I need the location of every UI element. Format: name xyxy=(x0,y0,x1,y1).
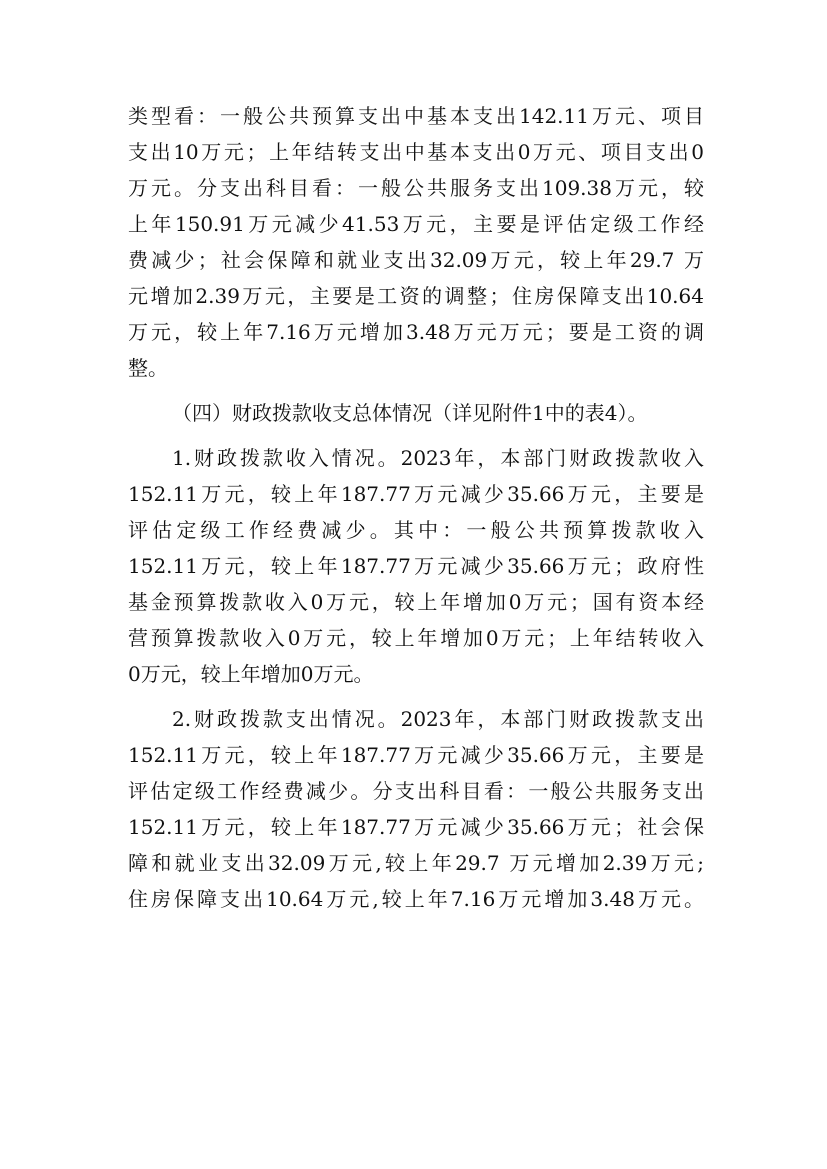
text-line: 152.11万元，较上年187.77万元减少35.66万元；政府性 xyxy=(128,554,704,578)
paragraph-expenditure-types xyxy=(128,98,704,386)
text-line: 整。 xyxy=(128,356,168,380)
text-line: 费减少；社会保障和就业支出32.09万元，较上年29.7 万 xyxy=(128,248,704,272)
text-line: 上年150.91万元减少41.53万元，主要是评估定级工作经 xyxy=(128,212,704,236)
section-heading-4 xyxy=(128,395,704,431)
body-text xyxy=(128,98,704,917)
text-line: 营预算拨款收入0万元，较上年增加0万元；上年结转收入 xyxy=(128,626,704,650)
text-line: 评估定级工作经费减少。分支出科目看：一般公共服务支出 xyxy=(128,779,704,803)
text-line: 2.财政拨款支出情况。2023年，本部门财政拨款支出 xyxy=(172,707,704,731)
text-line: 支出10万元；上年结转支出中基本支出0万元、项目支出0 xyxy=(128,140,704,164)
text-line: 障和就业支出32.09万元,较上年29.7 万元增加2.39万元; xyxy=(128,851,704,875)
section-heading-text: （四）财政拨款收支总体情况（详见附件1中的表4）。 xyxy=(172,401,648,425)
paragraph-fiscal-expenditure xyxy=(128,701,704,917)
paragraph-fiscal-income xyxy=(128,440,704,692)
text-line: 评估定级工作经费减少。其中：一般公共预算拨款收入 xyxy=(128,518,704,542)
text-line: 万元，较上年7.16万元增加3.48万元万元；要是工资的调 xyxy=(128,320,704,344)
text-line: 152.11万元，较上年187.77万元减少35.66万元，主要是 xyxy=(128,743,704,767)
text-line: 元增加2.39万元，主要是工资的调整；住房保障支出10.64 xyxy=(128,284,704,308)
text-line: 152.11万元，较上年187.77万元减少35.66万元，主要是 xyxy=(128,482,704,506)
text-line: 0万元，较上年增加0万元。 xyxy=(128,662,374,686)
text-line: 1.财政拨款收入情况。2023年，本部门财政拨款收入 xyxy=(172,446,704,470)
text-line: 基金预算拨款收入0万元，较上年增加0万元；国有资本经 xyxy=(128,590,704,614)
text-line: 152.11万元，较上年187.77万元减少35.66万元；社会保 xyxy=(128,815,704,839)
text-line: 类型看：一般公共预算支出中基本支出142.11万元、项目 xyxy=(128,104,704,128)
text-line: 住房保障支出10.64万元,较上年7.16万元增加3.48万元。 xyxy=(128,887,704,911)
text-line: 万元。分支出科目看：一般公共服务支出109.38万元，较 xyxy=(128,176,704,200)
